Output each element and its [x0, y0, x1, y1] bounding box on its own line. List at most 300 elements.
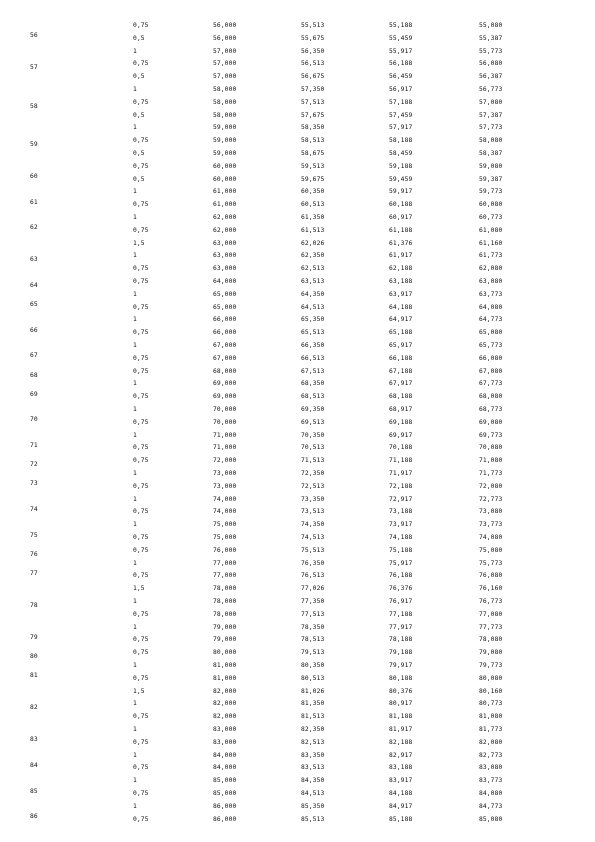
major-diameter-cell: 57,000: [213, 73, 237, 81]
pitch-cell: 0,5: [133, 34, 145, 42]
nominal-diameter-label: 78: [30, 602, 38, 609]
minor-diameter-ext-cell: 57,459: [389, 111, 413, 119]
major-diameter-cell: 66,000: [213, 316, 237, 324]
major-diameter-cell: 75,000: [213, 521, 237, 529]
pitch-cell: 0,75: [133, 278, 149, 285]
minor-diameter-int-cell: 56,387: [479, 73, 503, 81]
pitch-diameter-cell: 65,350: [301, 316, 325, 324]
minor-diameter-int-cell: 63,080: [479, 278, 503, 285]
pitch-diameter-cell: 67,513: [301, 367, 325, 375]
major-diameter-cell: 84,000: [213, 764, 237, 772]
pitch-diameter-cell: 80,350: [301, 662, 325, 669]
minor-diameter-ext-cell: 60,917: [389, 214, 413, 221]
minor-diameter-int-cell: 58,080: [479, 137, 503, 145]
minor-diameter-int-cell: 80,080: [479, 674, 503, 682]
major-diameter-cell: 66,000: [213, 329, 237, 337]
major-diameter-cell: 61,000: [213, 201, 237, 209]
major-diameter-cell: 83,000: [213, 726, 237, 733]
pitch-diameter-cell: 68,513: [301, 393, 325, 401]
major-diameter-cell: 57,000: [213, 60, 237, 68]
pitch-cell: 0,75: [133, 636, 149, 644]
major-diameter-cell: 67,000: [213, 354, 237, 362]
pitch-cell: 0,5: [133, 73, 145, 81]
minor-diameter-int-cell: 66,080: [479, 354, 503, 362]
pitch-diameter-cell: 55,675: [301, 34, 325, 42]
minor-diameter-ext-cell: 70,188: [389, 444, 413, 452]
major-diameter-cell: 56,000: [213, 34, 237, 42]
major-diameter-cell: 59,000: [213, 124, 237, 132]
pitch-diameter-cell: 77,026: [301, 585, 325, 593]
minor-diameter-int-cell: 78,080: [479, 636, 503, 644]
nominal-diameter-label: 68: [30, 371, 38, 379]
minor-diameter-int-cell: 55,387: [479, 34, 503, 42]
major-diameter-cell: 58,000: [213, 86, 237, 93]
minor-diameter-int-cell: 57,080: [479, 98, 503, 106]
pitch-cell: 1: [133, 290, 137, 298]
minor-diameter-int-cell: 80,773: [479, 700, 503, 708]
pitch-cell: 1,5: [133, 239, 145, 247]
pitch-diameter-cell: 58,350: [301, 124, 325, 132]
pitch-diameter-cell: 84,350: [301, 777, 325, 785]
nominal-diameter-label: 80: [30, 653, 38, 661]
pitch-diameter-cell: 64,513: [301, 303, 325, 311]
minor-diameter-ext-cell: 75,188: [389, 546, 413, 554]
nominal-diameter-label: 70: [30, 416, 38, 424]
minor-diameter-ext-cell: 65,917: [389, 342, 413, 349]
pitch-diameter-cell: 58,675: [301, 150, 325, 157]
pitch-diameter-cell: 58,513: [301, 137, 325, 145]
major-diameter-cell: 64,000: [213, 278, 237, 285]
minor-diameter-ext-cell: 60,188: [389, 201, 413, 209]
major-diameter-cell: 56,000: [213, 22, 237, 29]
pitch-cell: 1: [133, 495, 137, 503]
minor-diameter-ext-cell: 83,917: [389, 777, 413, 785]
major-diameter-cell: 73,000: [213, 482, 237, 490]
minor-diameter-int-cell: 55,773: [479, 47, 503, 55]
minor-diameter-ext-cell: 84,188: [389, 790, 413, 797]
minor-diameter-int-cell: 56,080: [479, 60, 503, 68]
minor-diameter-int-cell: 76,160: [479, 585, 503, 593]
major-diameter-cell: 69,000: [213, 393, 237, 401]
major-diameter-cell: 74,000: [213, 495, 237, 503]
minor-diameter-ext-cell: 85,188: [389, 815, 413, 823]
pitch-cell: 0,75: [133, 444, 149, 452]
minor-diameter-ext-cell: 78,188: [389, 636, 413, 644]
major-diameter-cell: 75,000: [213, 534, 237, 541]
minor-diameter-int-cell: 83,080: [479, 764, 503, 772]
minor-diameter-int-cell: 61,773: [479, 252, 503, 260]
minor-diameter-ext-cell: 55,188: [389, 22, 413, 29]
minor-diameter-ext-cell: 76,376: [389, 585, 413, 593]
pitch-diameter-cell: 75,513: [301, 546, 325, 554]
pitch-cell: 1: [133, 521, 137, 529]
pitch-diameter-cell: 85,350: [301, 802, 325, 810]
major-diameter-cell: 81,000: [213, 674, 237, 682]
pitch-cell: 1: [133, 751, 137, 759]
major-diameter-cell: 86,000: [213, 815, 237, 823]
minor-diameter-int-cell: 77,080: [479, 610, 503, 618]
pitch-cell: 1: [133, 598, 137, 605]
pitch-cell: 0,75: [133, 22, 149, 29]
major-diameter-cell: 71,000: [213, 431, 237, 439]
pitch-diameter-cell: 69,513: [301, 418, 325, 426]
minor-diameter-ext-cell: 77,917: [389, 623, 413, 631]
nominal-diameter-label: 61: [30, 198, 38, 206]
pitch-cell: 0,75: [133, 764, 149, 772]
minor-diameter-int-cell: 69,773: [479, 431, 503, 439]
pitch-cell: 0,5: [133, 175, 145, 183]
minor-diameter-ext-cell: 63,917: [389, 290, 413, 298]
pitch-cell: 0,75: [133, 572, 149, 580]
pitch-cell: 0,75: [133, 649, 149, 657]
nominal-diameter-label: 86: [30, 813, 38, 821]
minor-diameter-ext-cell: 62,188: [389, 265, 413, 273]
minor-diameter-ext-cell: 69,917: [389, 431, 413, 439]
nominal-diameter-label: 63: [30, 256, 38, 264]
minor-diameter-ext-cell: 59,459: [389, 175, 413, 183]
major-diameter-cell: 63,000: [213, 239, 237, 247]
minor-diameter-ext-cell: 76,188: [389, 572, 413, 580]
minor-diameter-int-cell: 74,080: [479, 534, 503, 541]
minor-diameter-int-cell: 77,773: [479, 623, 503, 631]
pitch-diameter-cell: 64,350: [301, 290, 325, 298]
minor-diameter-int-cell: 59,773: [479, 188, 503, 196]
minor-diameter-ext-cell: 83,188: [389, 764, 413, 772]
major-diameter-cell: 80,000: [213, 649, 237, 657]
minor-diameter-int-cell: 81,773: [479, 726, 503, 733]
minor-diameter-int-cell: 76,080: [479, 572, 503, 580]
major-diameter-cell: 72,000: [213, 457, 237, 465]
minor-diameter-int-cell: 61,160: [479, 239, 503, 247]
pitch-diameter-cell: 60,350: [301, 188, 325, 196]
minor-diameter-ext-cell: 82,188: [389, 738, 413, 746]
minor-diameter-ext-cell: 71,917: [389, 470, 413, 477]
pitch-cell: 0,75: [133, 162, 149, 170]
pitch-diameter-cell: 70,350: [301, 431, 325, 439]
pitch-diameter-cell: 81,513: [301, 713, 325, 721]
major-diameter-cell: 59,000: [213, 137, 237, 145]
nominal-diameter-label: 60: [30, 173, 38, 181]
minor-diameter-int-cell: 70,080: [479, 444, 503, 452]
minor-diameter-int-cell: 76,773: [479, 598, 503, 605]
pitch-diameter-cell: 83,350: [301, 751, 325, 759]
minor-diameter-ext-cell: 55,459: [389, 34, 413, 42]
nominal-diameter-label: 71: [30, 442, 38, 449]
pitch-cell: 0,75: [133, 815, 149, 823]
pitch-cell: 0,75: [133, 354, 149, 362]
major-diameter-cell: 60,000: [213, 162, 237, 170]
minor-diameter-int-cell: 60,773: [479, 214, 503, 221]
minor-diameter-ext-cell: 81,188: [389, 713, 413, 721]
pitch-cell: 0,75: [133, 226, 149, 234]
pitch-diameter-cell: 59,513: [301, 162, 325, 170]
pitch-cell: 1,5: [133, 585, 145, 593]
major-diameter-cell: 61,000: [213, 188, 237, 196]
minor-diameter-int-cell: 60,080: [479, 201, 503, 209]
minor-diameter-ext-cell: 84,917: [389, 802, 413, 810]
minor-diameter-int-cell: 79,773: [479, 662, 503, 669]
pitch-cell: 1: [133, 47, 137, 55]
pitch-diameter-cell: 84,513: [301, 790, 325, 797]
pitch-cell: 1: [133, 802, 137, 810]
major-diameter-cell: 78,000: [213, 585, 237, 593]
pitch-cell: 0,75: [133, 393, 149, 401]
major-diameter-cell: 76,000: [213, 546, 237, 554]
pitch-diameter-cell: 77,350: [301, 598, 325, 605]
minor-diameter-int-cell: 75,773: [479, 559, 503, 567]
major-diameter-cell: 69,000: [213, 380, 237, 388]
pitch-cell: 0,75: [133, 610, 149, 618]
minor-diameter-ext-cell: 74,188: [389, 534, 413, 541]
pitch-cell: 1: [133, 662, 137, 669]
pitch-cell: 1: [133, 700, 137, 708]
major-diameter-cell: 62,000: [213, 226, 237, 234]
minor-diameter-ext-cell: 65,188: [389, 329, 413, 337]
nominal-diameter-label: 62: [30, 224, 38, 232]
minor-diameter-int-cell: 64,080: [479, 303, 503, 311]
nominal-diameter-label: 75: [30, 531, 38, 539]
minor-diameter-int-cell: 58,387: [479, 150, 503, 157]
minor-diameter-ext-cell: 57,188: [389, 98, 413, 106]
major-diameter-cell: 58,000: [213, 98, 237, 106]
pitch-cell: 0,75: [133, 329, 149, 337]
pitch-diameter-cell: 78,350: [301, 623, 325, 631]
pitch-diameter-cell: 82,350: [301, 726, 325, 733]
minor-diameter-ext-cell: 77,188: [389, 610, 413, 618]
pitch-cell: 1: [133, 252, 137, 260]
major-diameter-cell: 62,000: [213, 214, 237, 221]
pitch-diameter-cell: 71,513: [301, 457, 325, 465]
nominal-diameter-label: 56: [30, 32, 38, 40]
pitch-diameter-cell: 85,513: [301, 815, 325, 823]
minor-diameter-int-cell: 82,080: [479, 738, 503, 746]
minor-diameter-ext-cell: 73,188: [389, 508, 413, 516]
pitch-diameter-cell: 57,675: [301, 111, 325, 119]
minor-diameter-ext-cell: 61,376: [389, 239, 413, 247]
minor-diameter-int-cell: 83,773: [479, 777, 503, 785]
pitch-diameter-cell: 82,513: [301, 738, 325, 746]
minor-diameter-ext-cell: 80,917: [389, 700, 413, 708]
major-diameter-cell: 63,000: [213, 252, 237, 260]
major-diameter-cell: 57,000: [213, 47, 237, 55]
major-diameter-cell: 82,000: [213, 700, 237, 708]
minor-diameter-int-cell: 57,773: [479, 124, 503, 132]
pitch-cell: 1: [133, 86, 137, 93]
minor-diameter-int-cell: 80,160: [479, 687, 503, 695]
nominal-diameter-label: 73: [30, 480, 38, 488]
pitch-diameter-cell: 59,675: [301, 175, 325, 183]
pitch-cell: 0,75: [133, 418, 149, 426]
major-diameter-cell: 65,000: [213, 290, 237, 298]
pitch-diameter-cell: 57,350: [301, 86, 325, 93]
minor-diameter-ext-cell: 71,188: [389, 457, 413, 465]
minor-diameter-int-cell: 72,080: [479, 482, 503, 490]
major-diameter-cell: 83,000: [213, 738, 237, 746]
minor-diameter-ext-cell: 57,917: [389, 124, 413, 132]
nominal-diameter-label: 72: [30, 461, 38, 469]
minor-diameter-int-cell: 71,773: [479, 470, 503, 477]
nominal-diameter-label: 74: [30, 506, 38, 513]
pitch-diameter-cell: 70,513: [301, 444, 325, 452]
minor-diameter-ext-cell: 75,917: [389, 559, 413, 567]
pitch-cell: 0,75: [133, 482, 149, 490]
pitch-cell: 1: [133, 214, 137, 221]
pitch-cell: 0,75: [133, 713, 149, 721]
minor-diameter-int-cell: 69,080: [479, 418, 503, 426]
pitch-cell: 0,75: [133, 674, 149, 682]
nominal-diameter-label: 67: [30, 352, 38, 360]
minor-diameter-int-cell: 59,387: [479, 175, 503, 183]
minor-diameter-ext-cell: 61,917: [389, 252, 413, 260]
minor-diameter-ext-cell: 66,188: [389, 354, 413, 362]
pitch-cell: 0,75: [133, 60, 149, 68]
minor-diameter-int-cell: 65,773: [479, 342, 503, 349]
pitch-cell: 0,5: [133, 150, 145, 157]
pitch-diameter-cell: 74,513: [301, 534, 325, 541]
nominal-diameter-label: 58: [30, 102, 38, 110]
pitch-diameter-cell: 56,675: [301, 73, 325, 81]
major-diameter-cell: 79,000: [213, 623, 237, 631]
minor-diameter-ext-cell: 79,917: [389, 662, 413, 669]
minor-diameter-int-cell: 56,773: [479, 86, 503, 93]
minor-diameter-int-cell: 64,773: [479, 316, 503, 324]
minor-diameter-int-cell: 61,080: [479, 226, 503, 234]
nominal-diameter-label: 81: [30, 672, 38, 680]
pitch-diameter-cell: 83,513: [301, 764, 325, 772]
minor-diameter-int-cell: 71,080: [479, 457, 503, 465]
minor-diameter-ext-cell: 82,917: [389, 751, 413, 759]
pitch-diameter-cell: 56,350: [301, 47, 325, 55]
pitch-diameter-cell: 63,513: [301, 278, 325, 285]
pitch-cell: 1: [133, 380, 137, 388]
pitch-diameter-cell: 66,350: [301, 342, 325, 349]
minor-diameter-int-cell: 67,773: [479, 380, 503, 388]
major-diameter-cell: 84,000: [213, 751, 237, 759]
pitch-diameter-cell: 61,513: [301, 226, 325, 234]
pitch-cell: 0,75: [133, 457, 149, 465]
major-diameter-cell: 85,000: [213, 790, 237, 797]
pitch-diameter-cell: 62,026: [301, 239, 325, 247]
minor-diameter-int-cell: 84,080: [479, 790, 503, 797]
minor-diameter-int-cell: 67,080: [479, 367, 503, 375]
pitch-cell: 0,75: [133, 508, 149, 516]
minor-diameter-ext-cell: 79,188: [389, 649, 413, 657]
minor-diameter-ext-cell: 80,188: [389, 674, 413, 682]
pitch-cell: 1: [133, 342, 137, 349]
major-diameter-cell: 59,000: [213, 150, 237, 157]
minor-diameter-int-cell: 81,080: [479, 713, 503, 721]
major-diameter-cell: 77,000: [213, 559, 237, 567]
pitch-cell: 1: [133, 777, 137, 785]
pitch-cell: 0,75: [133, 546, 149, 554]
nominal-diameter-label: 85: [30, 787, 38, 795]
minor-diameter-ext-cell: 56,459: [389, 73, 413, 81]
minor-diameter-ext-cell: 58,459: [389, 150, 413, 157]
pitch-cell: 1: [133, 431, 137, 439]
pitch-cell: 0,75: [133, 303, 149, 311]
pitch-cell: 1: [133, 726, 137, 733]
pitch-diameter-cell: 80,513: [301, 674, 325, 682]
major-diameter-cell: 85,000: [213, 777, 237, 785]
minor-diameter-ext-cell: 73,917: [389, 521, 413, 529]
pitch-cell: 1: [133, 316, 137, 324]
major-diameter-cell: 60,000: [213, 175, 237, 183]
pitch-diameter-cell: 72,350: [301, 470, 325, 477]
minor-diameter-ext-cell: 61,188: [389, 226, 413, 234]
pitch-diameter-cell: 77,513: [301, 610, 325, 618]
major-diameter-cell: 82,000: [213, 713, 237, 721]
pitch-cell: 1,5: [133, 687, 145, 695]
minor-diameter-ext-cell: 67,917: [389, 380, 413, 388]
pitch-diameter-cell: 57,513: [301, 98, 325, 106]
pitch-diameter-cell: 69,350: [301, 406, 325, 413]
pitch-diameter-cell: 60,513: [301, 201, 325, 209]
minor-diameter-int-cell: 55,080: [479, 22, 503, 29]
nominal-diameter-label: 57: [30, 64, 38, 72]
major-diameter-cell: 74,000: [213, 508, 237, 516]
minor-diameter-ext-cell: 67,188: [389, 367, 413, 375]
minor-diameter-ext-cell: 76,917: [389, 598, 413, 605]
pitch-cell: 0,75: [133, 265, 149, 273]
minor-diameter-ext-cell: 69,188: [389, 418, 413, 426]
minor-diameter-int-cell: 59,080: [479, 162, 503, 170]
minor-diameter-ext-cell: 80,376: [389, 687, 413, 695]
pitch-cell: 0,75: [133, 367, 149, 375]
minor-diameter-int-cell: 84,773: [479, 802, 503, 810]
pitch-diameter-cell: 76,513: [301, 572, 325, 580]
minor-diameter-int-cell: 62,080: [479, 265, 503, 273]
pitch-cell: 1: [133, 124, 137, 132]
nominal-diameter-label: 82: [30, 704, 38, 712]
minor-diameter-ext-cell: 72,917: [389, 495, 413, 503]
major-diameter-cell: 71,000: [213, 444, 237, 452]
minor-diameter-int-cell: 57,387: [479, 111, 503, 119]
pitch-diameter-cell: 74,350: [301, 521, 325, 529]
minor-diameter-int-cell: 63,773: [479, 290, 503, 298]
minor-diameter-ext-cell: 64,917: [389, 316, 413, 324]
major-diameter-cell: 68,000: [213, 367, 237, 375]
minor-diameter-ext-cell: 58,188: [389, 137, 413, 145]
pitch-diameter-cell: 81,026: [301, 687, 325, 695]
pitch-diameter-cell: 73,513: [301, 508, 325, 516]
nominal-diameter-label: 66: [30, 326, 38, 334]
pitch-cell: 0,75: [133, 738, 149, 746]
minor-diameter-int-cell: 65,080: [479, 329, 503, 337]
minor-diameter-int-cell: 75,080: [479, 546, 503, 554]
pitch-cell: 0,75: [133, 534, 149, 541]
major-diameter-cell: 79,000: [213, 636, 237, 644]
major-diameter-cell: 70,000: [213, 406, 237, 413]
pitch-diameter-cell: 56,513: [301, 60, 325, 68]
major-diameter-cell: 67,000: [213, 342, 237, 349]
pitch-diameter-cell: 62,350: [301, 252, 325, 260]
pitch-cell: 1: [133, 470, 137, 477]
minor-diameter-int-cell: 72,773: [479, 495, 503, 503]
major-diameter-cell: 70,000: [213, 418, 237, 426]
minor-diameter-int-cell: 68,773: [479, 406, 503, 413]
pitch-diameter-cell: 73,350: [301, 495, 325, 503]
major-diameter-cell: 65,000: [213, 303, 237, 311]
minor-diameter-ext-cell: 68,917: [389, 406, 413, 413]
major-diameter-cell: 81,000: [213, 662, 237, 669]
minor-diameter-ext-cell: 68,188: [389, 393, 413, 401]
minor-diameter-int-cell: 68,080: [479, 393, 503, 401]
pitch-cell: 0,5: [133, 111, 145, 119]
minor-diameter-ext-cell: 59,917: [389, 188, 413, 196]
minor-diameter-int-cell: 85,080: [479, 815, 503, 823]
pitch-diameter-cell: 76,350: [301, 559, 325, 567]
pitch-cell: 1: [133, 188, 137, 196]
